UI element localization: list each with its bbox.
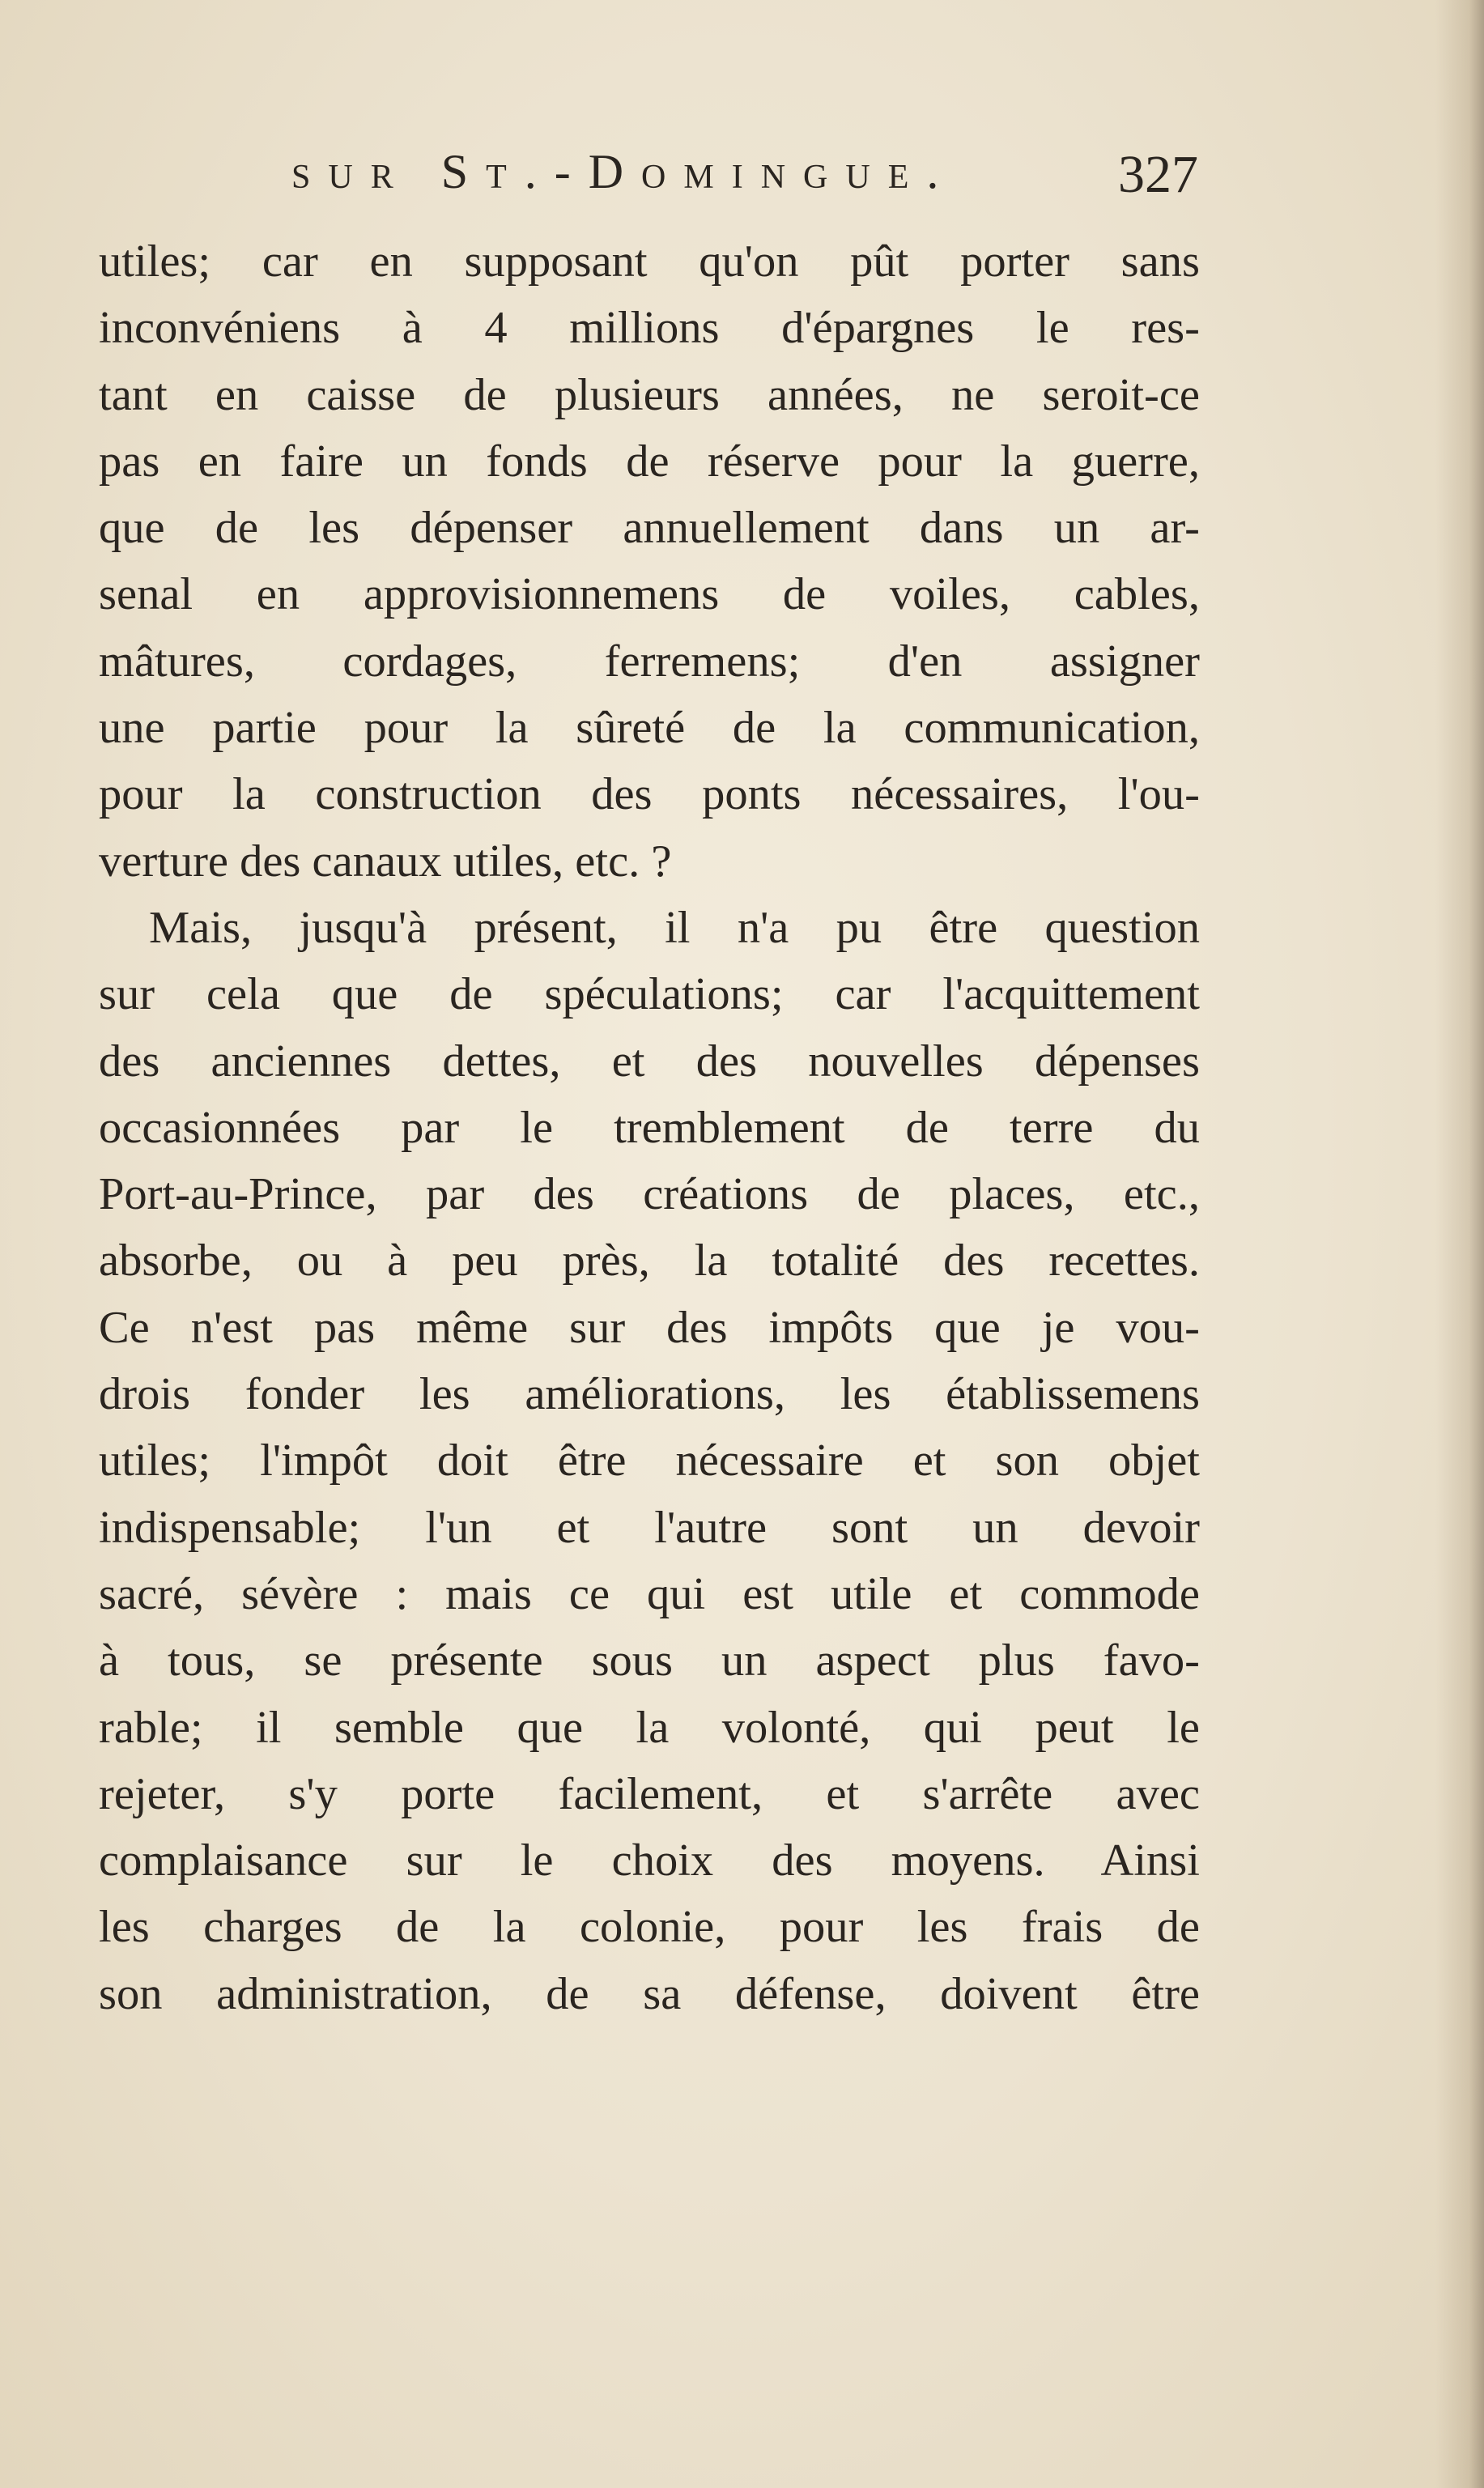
text-line: les charges de la colonie, pour les frais de	[99, 1902, 1200, 1953]
text-line: Ce n'est pas même sur des impôts que je vou-	[99, 1302, 1200, 1353]
page-number: 327	[1118, 145, 1198, 204]
text-line: complaisance sur le choix des moyens. Ainsi	[99, 1835, 1200, 1886]
text-line: pas en faire un fonds de réserve pour la guerre,	[99, 436, 1200, 487]
text-line: mâtures, cordages, ferremens; d'en assigner	[99, 636, 1200, 687]
text-line: occasionnées par le tremblement de terre du	[99, 1102, 1200, 1153]
text-line: pour la construction des ponts nécessaires, l'ou-	[99, 769, 1200, 820]
text-line: à tous, se présente sous un aspect plus favo-	[99, 1635, 1200, 1686]
text-line: absorbe, ou à peu près, la totalité des recettes.	[99, 1235, 1200, 1287]
text-line: Port-au-Prince, par des créations de places, etc.,	[99, 1169, 1200, 1220]
text-line: des anciennes dettes, et des nouvelles dépenses	[99, 1036, 1200, 1087]
page-gutter-shadow	[1435, 0, 1484, 2488]
text-line: une partie pour la sûreté de la communication,	[99, 703, 1200, 754]
text-line: son administration, de sa défense, doivent être	[99, 1968, 1200, 2019]
text-line: drois fonder les améliorations, les établissemens	[99, 1369, 1200, 1420]
text-line: rable; il semble que la volonté, qui peut le	[99, 1702, 1200, 1753]
text-line: utiles; car en supposant qu'on pût porter sans	[99, 236, 1200, 287]
text-line: indispensable; l'un et l'autre sont un devoir	[99, 1502, 1200, 1553]
text-line: sacré, sévère : mais ce qui est utile et commode	[99, 1568, 1200, 1619]
text-line: inconvéniens à 4 millions d'épargnes le res-	[99, 303, 1200, 354]
text-line: tant en caisse de plusieurs années, ne seroit-ce	[99, 369, 1200, 420]
text-line: que de les dépenser annuellement dans un ar-	[99, 503, 1200, 554]
body-text	[99, 228, 1200, 2027]
running-title: sur St.-Domingue.	[291, 145, 957, 198]
paragraph-first-line: Mais, jusqu'à présent, il n'a pu être question	[149, 902, 1200, 953]
text-line: rejeter, s'y porte facilement, et s'arrête avec	[99, 1768, 1200, 1819]
text-line: sur cela que de spéculations; car l'acquittement	[99, 969, 1200, 1020]
text-line: verture des canaux utiles, etc. ?	[99, 836, 672, 887]
page-header	[291, 144, 1198, 217]
text-line: senal en approvisionnemens de voiles, cables,	[99, 569, 1200, 620]
text-line: utiles; l'impôt doit être nécessaire et son objet	[99, 1435, 1200, 1486]
